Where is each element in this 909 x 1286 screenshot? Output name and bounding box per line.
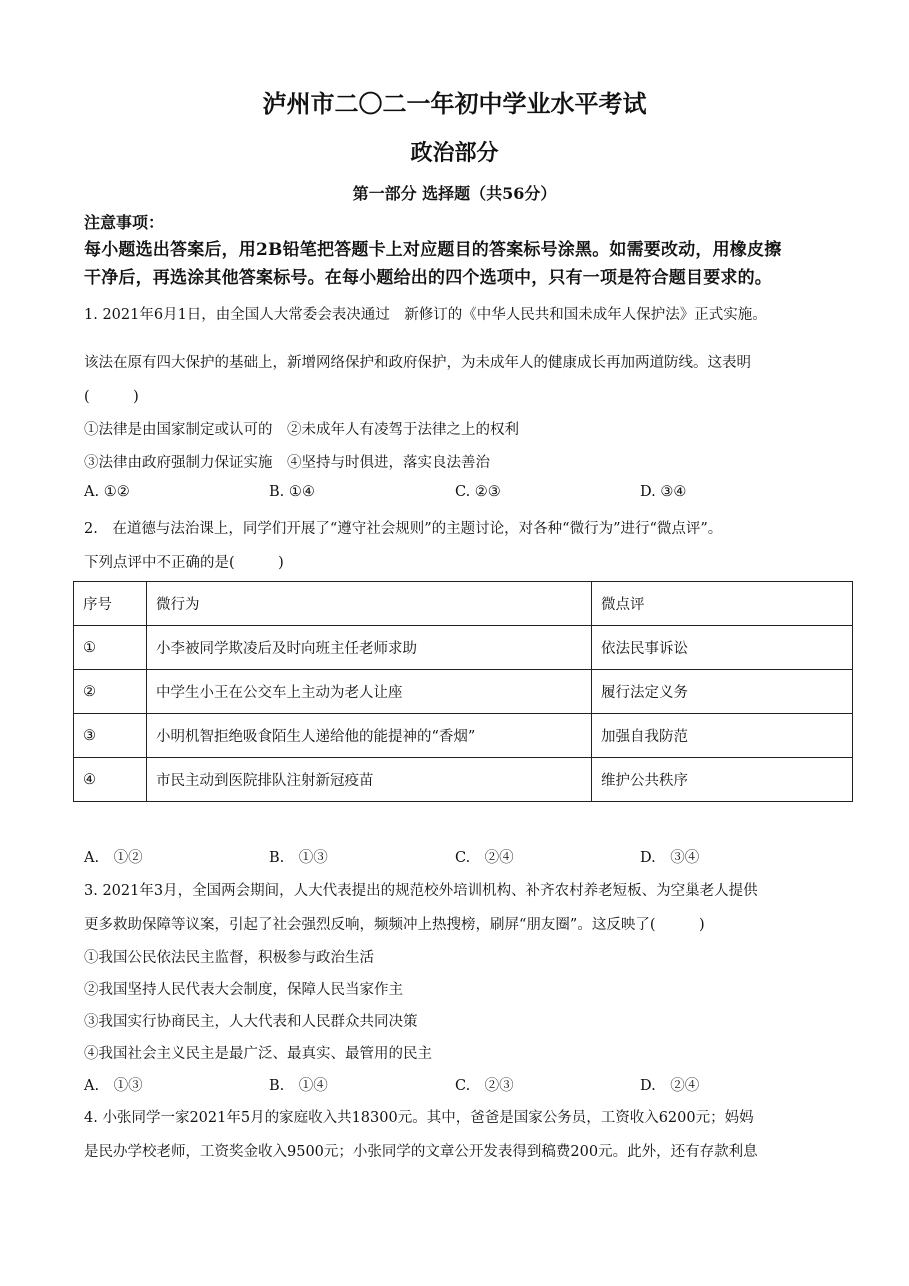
table-cell: 维护公共秩序: [592, 758, 853, 802]
q2-stem-line-2: 下列点评中不正确的是( ): [84, 555, 284, 571]
q3-option-b: B. ①④: [269, 1078, 328, 1094]
q3-statement-4: ④我国社会主义民主是最广泛、最真实、最管用的民主: [84, 1046, 432, 1062]
q1-option-c: C. ②③: [455, 484, 501, 500]
q1-statements-2: ③法律由政府强制力保证实施 ④坚持与时俱进，落实良法善治: [84, 455, 490, 471]
q4-stem-line-1: 4. 小张同学一家2021年5月的家庭收入共18300元。其中，爸爸是国家公务员，工资收入6200元；妈妈: [84, 1110, 754, 1126]
q2-option-a: A. ①②: [84, 850, 143, 866]
q2-option-b: B. ①③: [269, 850, 328, 866]
exam-subtitle: 政治部分: [410, 140, 499, 166]
table-cell: 中学生小王在公交车上主动为老人让座: [147, 670, 592, 714]
table-row: [74, 626, 853, 670]
q3-statement-1: ①我国公民依法民主监督，积极参与政治生活: [84, 950, 374, 966]
table-cell: ②: [74, 670, 147, 714]
table-header-cell: 微行为: [147, 582, 592, 626]
notice-line-1: 每小题选出答案后，用2B铅笔把答题卡上对应题目的答案标号涂黑。如需要改动，用橡皮擦: [84, 240, 782, 260]
table-cell: 小李被同学欺凌后及时向班主任老师求助: [147, 626, 592, 670]
q3-statement-3: ③我国实行协商民主，人大代表和人民群众共同决策: [84, 1014, 418, 1030]
q1-stem-line-1: 1. 2021年6月1日，由全国人大常委会表决通过 新修订的《中华人民共和国未成年人保护法》正式实施。: [84, 307, 767, 323]
table-row: [74, 758, 853, 802]
q1-option-a: A. ①②: [84, 484, 130, 500]
table-row: [74, 714, 853, 758]
q1-option-b: B. ①④: [269, 484, 315, 500]
table-cell: 加强自我防范: [592, 714, 853, 758]
table-cell: ①: [74, 626, 147, 670]
notice-heading: 注意事项：: [84, 213, 165, 232]
table-header-cell: 序号: [74, 582, 147, 626]
table-row: [74, 670, 853, 714]
q3-option-a: A. ①③: [84, 1078, 143, 1094]
q4-stem-line-2: 是民办学校老师，工资奖金收入9500元；小张同学的文章公开发表得到稿费200元。此外，还有存款利息: [84, 1144, 758, 1160]
q2-option-d: D. ③④: [640, 850, 700, 866]
notice-line-2: 干净后，再选涂其他答案标号。在每小题给出的四个选项中，只有一项是符合题目要求的。: [84, 268, 772, 288]
q1-option-d: D. ③④: [640, 484, 687, 500]
table-header-row: [74, 582, 853, 626]
section-heading: 第一部分 选择题（共56分）: [352, 184, 557, 203]
table-cell: 履行法定义务: [592, 670, 853, 714]
q2-option-c: C. ②④: [455, 850, 514, 866]
q2-stem-line-1: 2. 在道德与法治课上，同学们开展了“遵守社会规则”的主题讨论，对各种“微行为”进行“微点评”。: [84, 521, 723, 537]
table-cell: 小明机智拒绝吸食陌生人递给他的能提神的“香烟”: [147, 714, 592, 758]
table-header-cell: 微点评: [592, 582, 853, 626]
q2-table: [73, 581, 853, 802]
q1-stem-line-2: 该法在原有四大保护的基础上，新增网络保护和政府保护，为未成年人的健康成长再加两道防线。这表明: [84, 355, 751, 371]
table-cell: 依法民事诉讼: [592, 626, 853, 670]
q1-answer-blank: ( ): [84, 389, 139, 405]
q3-stem-line-1: 3. 2021年3月，全国两会期间，人大代表提出的规范校外培训机构、补齐农村养老短板、为空巢老人提供: [84, 883, 758, 899]
exam-title: 泸州市二〇二一年初中学业水平考试: [262, 89, 647, 118]
table-cell: ④: [74, 758, 147, 802]
table-cell: ③: [74, 714, 147, 758]
table-cell: 市民主动到医院排队注射新冠疫苗: [147, 758, 592, 802]
q3-statement-2: ②我国坚持人民代表大会制度，保障人民当家作主: [84, 982, 403, 998]
q3-stem-line-2: 更多救助保障等议案，引起了社会强烈反响，频频冲上热搜榜，刷屏“朋友圈”。这反映了( ): [84, 917, 705, 933]
q3-option-d: D. ②④: [640, 1078, 700, 1094]
q3-option-c: C. ②③: [455, 1078, 514, 1094]
q1-statements-1: ①法律是由国家制定或认可的 ②未成年人有凌驾于法律之上的权利: [84, 422, 519, 438]
